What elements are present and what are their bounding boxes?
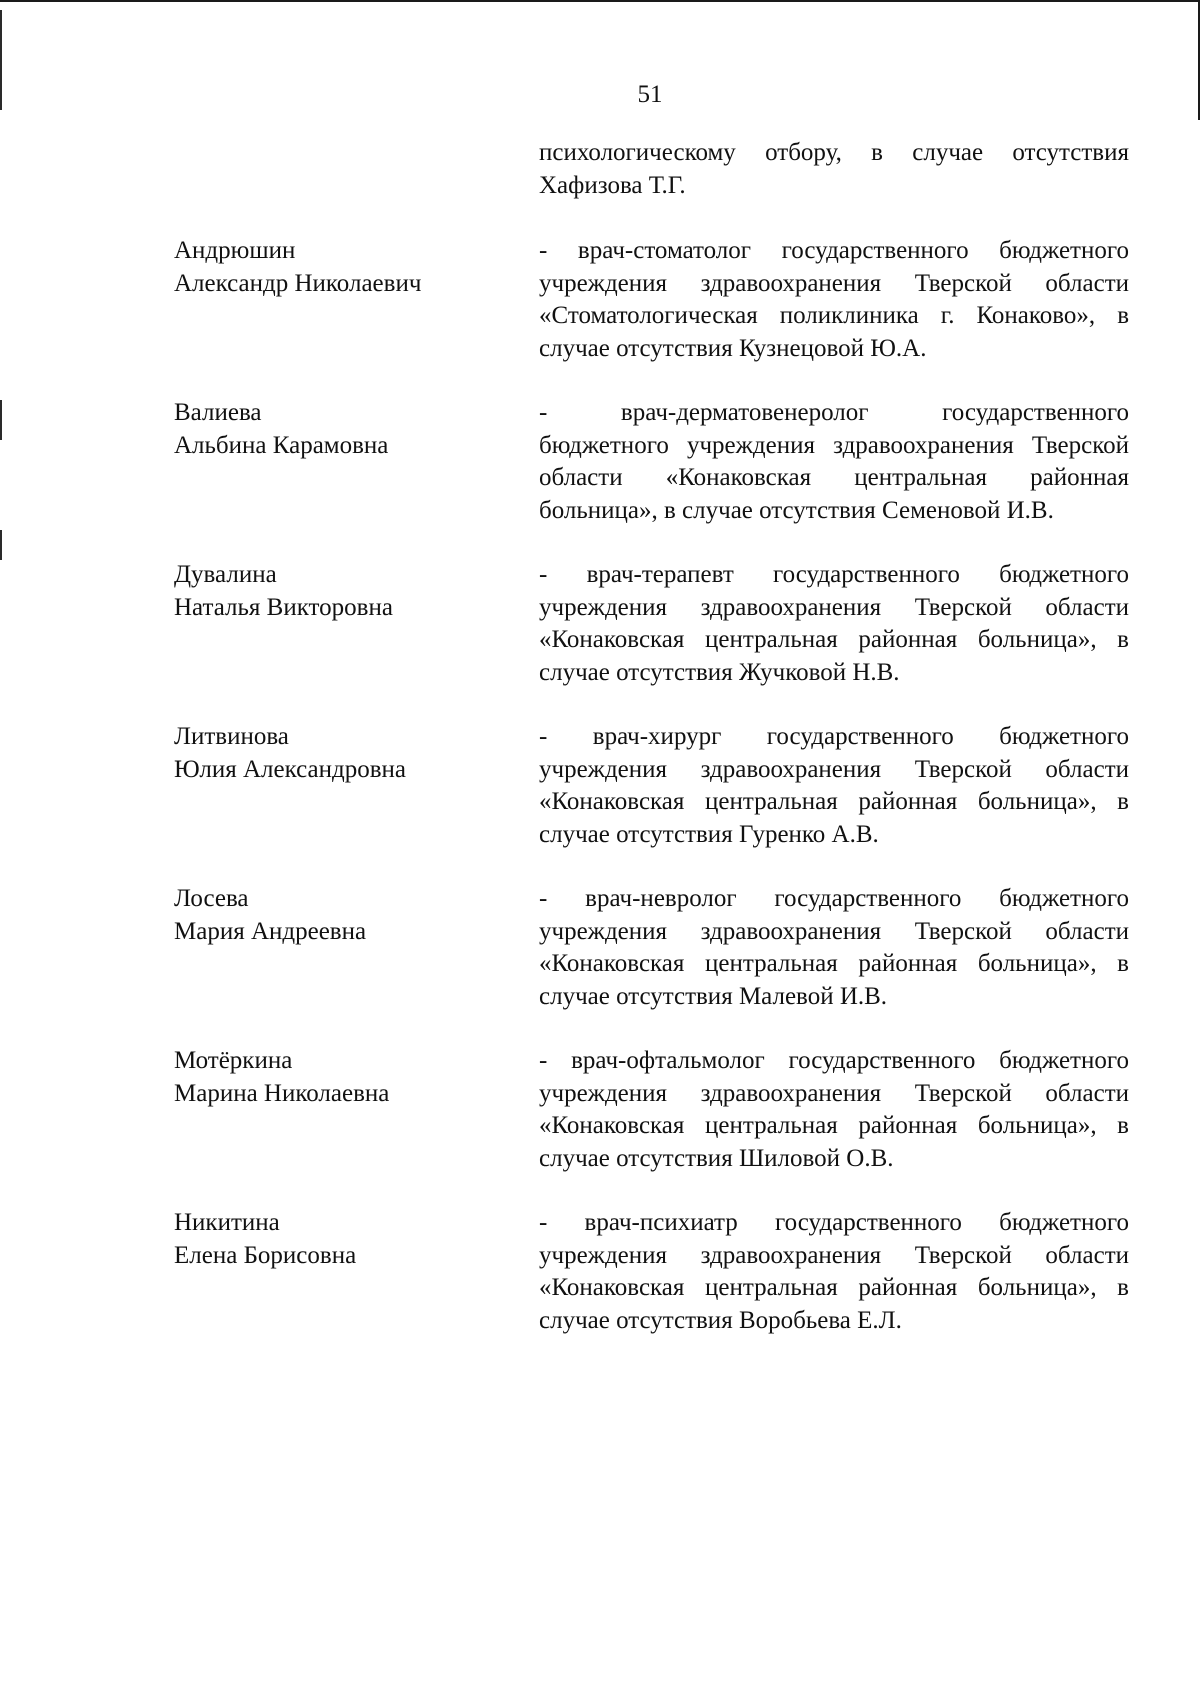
- person-surname: Мотёркина: [174, 1047, 293, 1074]
- person-description: - врач-хирург государственного бюджетного учреждения здравоохранения Тверской области «Конаковская центральная районная больница», в случае отсутствия Гуренко А.В.: [539, 723, 1129, 848]
- scan-edge-top: [0, 0, 1200, 2]
- person-name: [174, 235, 539, 300]
- list-item: [174, 235, 1129, 365]
- person-given-name: Наталья Викторовна: [174, 593, 393, 621]
- person-surname: Никитина: [174, 1209, 280, 1236]
- page-number: 51: [637, 81, 663, 108]
- person-surname: Андрюшин: [174, 237, 296, 264]
- person-list: [174, 235, 1129, 1369]
- person-description: - врач-терапевт государственного бюджетного учреждения здравоохранения Тверской области «Конаковская центральная районная больница», в случае отсутствия Жучковой Н.В.: [539, 561, 1129, 686]
- list-item: [174, 721, 1129, 851]
- person-name: [174, 559, 539, 624]
- person-name: [174, 1207, 539, 1272]
- scan-edge-left: [0, 530, 2, 560]
- person-given-name: Елена Борисовна: [174, 1241, 357, 1269]
- person-description: - врач-офтальмолог государственного бюджетного учреждения здравоохранения Тверской области «Конаковская центральная районная больница», в случае отсутствия Шиловой О.В.: [539, 1047, 1129, 1172]
- person-description: - врач-невролог государственного бюджетного учреждения здравоохранения Тверской области «Конаковская центральная районная больница», в случае отсутствия Малевой И.В.: [539, 885, 1129, 1010]
- person-description: - врач-дерматовенеролог государственного бюджетного учреждения здравоохранения Тверской области «Конаковская центральная районная больница», в случае отсутствия Семеновой И.В.: [539, 399, 1129, 524]
- person-given-name: Юлия Александровна: [174, 755, 406, 783]
- continued-paragraph: психологическому отбору, в случае отсутствия Хафизова Т.Г.: [539, 139, 1129, 199]
- person-given-name: Мария Андреевна: [174, 917, 367, 945]
- person-name: [174, 397, 539, 462]
- scan-edge-left: [0, 400, 2, 440]
- list-item: [174, 397, 1129, 527]
- list-item: [174, 1045, 1129, 1175]
- person-surname: Лосева: [174, 885, 249, 912]
- list-item: [174, 1207, 1129, 1337]
- person-given-name: Альбина Карамовна: [174, 431, 389, 459]
- page-number-container: [0, 80, 1200, 110]
- list-item: [174, 559, 1129, 689]
- person-surname: Литвинова: [174, 723, 289, 750]
- person-given-name: Марина Николаевна: [174, 1079, 390, 1107]
- person-given-name: Александр Николаевич: [174, 269, 422, 297]
- person-description: - врач-психиатр государственного бюджетного учреждения здравоохранения Тверской области «Конаковская центральная районная больница», в случае отсутствия Воробьева Е.Л.: [539, 1209, 1129, 1334]
- person-description: - врач-стоматолог государственного бюджетного учреждения здравоохранения Тверской области «Стоматологическая поликлиника г. Конаково», в случае отсутствия Кузнецовой Ю.А.: [539, 237, 1129, 362]
- person-name: [174, 883, 539, 948]
- list-item: [174, 883, 1129, 1013]
- person-name: [174, 721, 539, 786]
- person-surname: Валиева: [174, 399, 262, 426]
- person-name: [174, 1045, 539, 1110]
- person-surname: Дувалина: [174, 561, 277, 588]
